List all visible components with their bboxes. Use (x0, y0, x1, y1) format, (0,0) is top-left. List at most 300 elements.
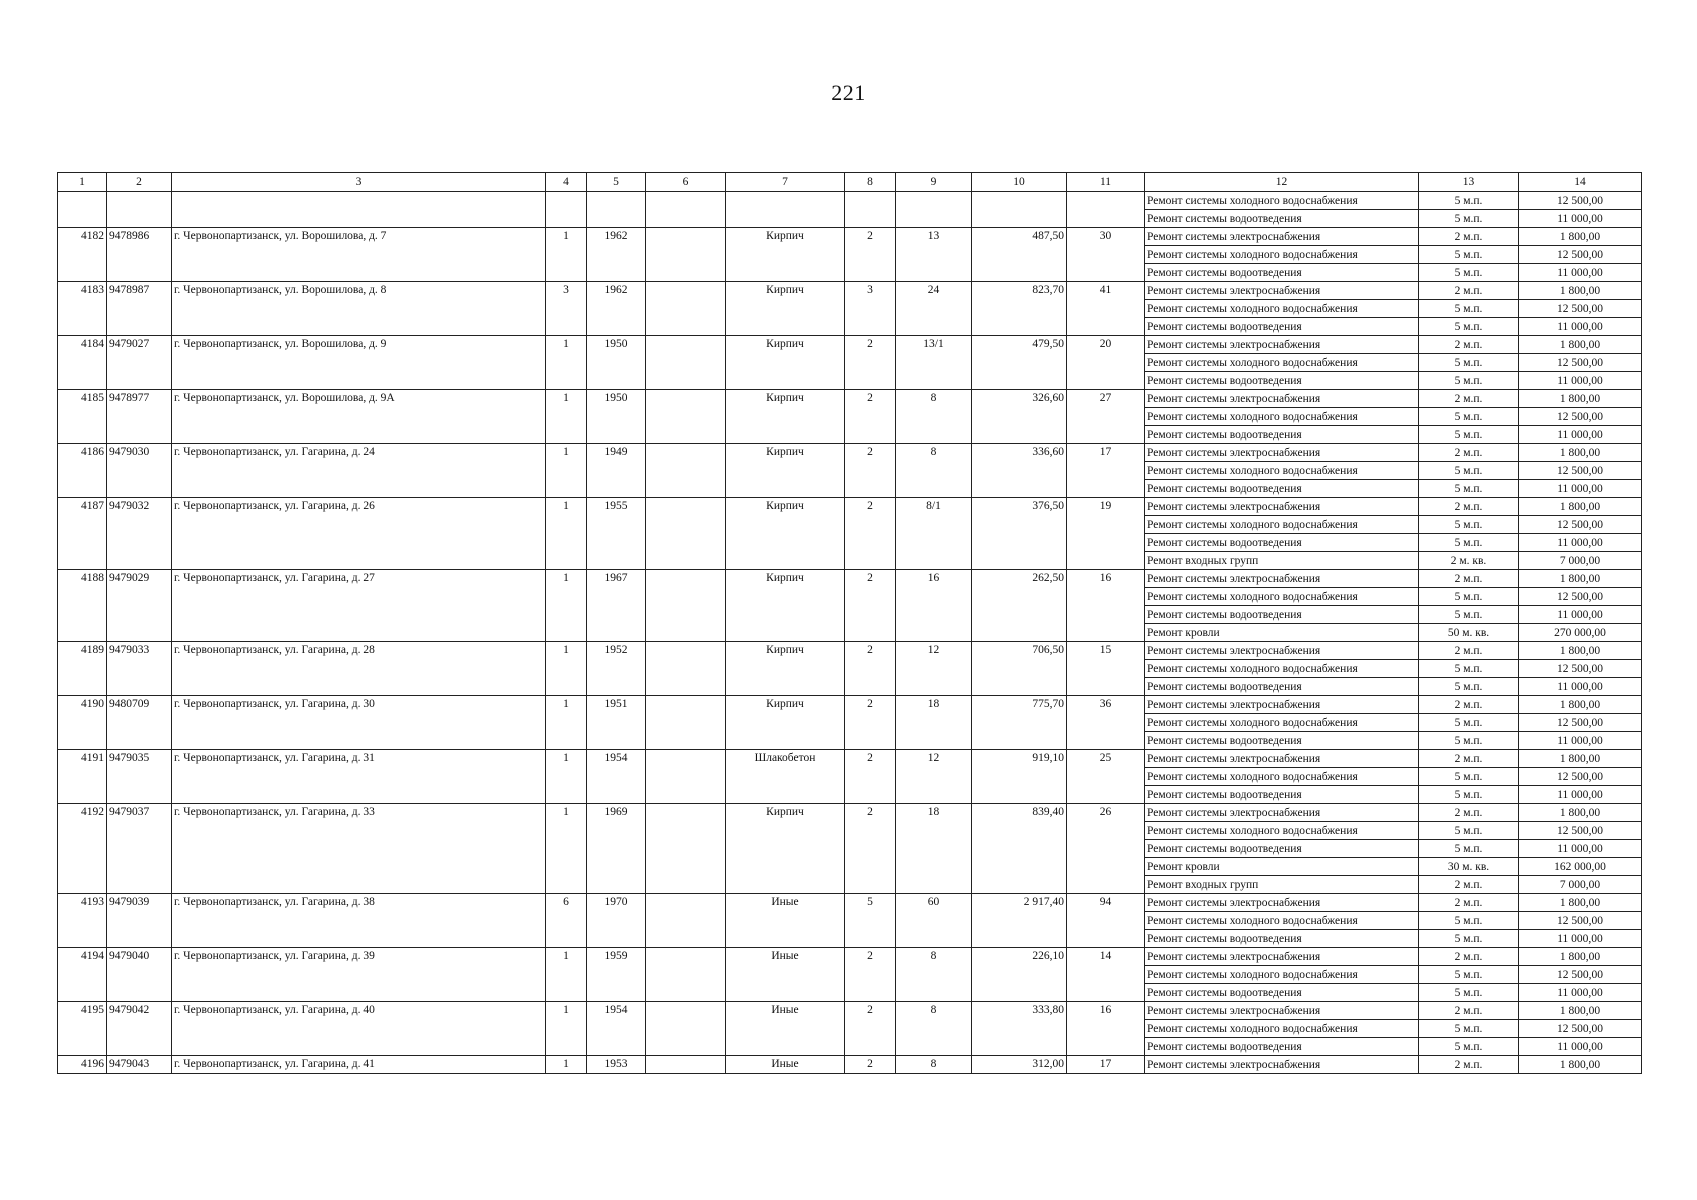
work-quantity: 5 м.п. (1419, 1038, 1519, 1056)
work-cost: 11 000,00 (1519, 786, 1642, 804)
entrances-count: 1 (546, 642, 587, 696)
work-type: Ремонт системы электроснабжения (1145, 498, 1419, 516)
col-number: 8 (845, 173, 896, 192)
floors-count: 5 (845, 894, 896, 948)
wall-material: Кирпич (726, 228, 845, 282)
work-cost: 12 500,00 (1519, 714, 1642, 732)
work-cost: 1 800,00 (1519, 894, 1642, 912)
work-type: Ремонт системы водоотведения (1145, 318, 1419, 336)
building-address (172, 192, 546, 228)
building-address: г. Червонопартизанск, ул. Гагарина, д. 40 (172, 1002, 546, 1056)
table-row (58, 642, 1642, 660)
work-type: Ремонт системы электроснабжения (1145, 894, 1419, 912)
row-index: 4190 (58, 696, 107, 750)
work-type: Ремонт входных групп (1145, 876, 1419, 894)
work-cost: 11 000,00 (1519, 480, 1642, 498)
work-type: Ремонт системы электроснабжения (1145, 948, 1419, 966)
year-built: 1969 (587, 804, 646, 894)
wall-material: Кирпич (726, 696, 845, 750)
year-built: 1959 (587, 948, 646, 1002)
work-type: Ремонт системы холодного водоснабжения (1145, 588, 1419, 606)
table-row (58, 1056, 1642, 1074)
row-index: 4195 (58, 1002, 107, 1056)
building-address: г. Червонопартизанск, ул. Ворошилова, д. 9 (172, 336, 546, 390)
total-area: 775,70 (972, 696, 1067, 750)
wall-material: Иные (726, 1002, 845, 1056)
wall-material: Иные (726, 1056, 845, 1074)
residents-count: 15 (1067, 642, 1145, 696)
work-type: Ремонт кровли (1145, 858, 1419, 876)
residents-count: 16 (1067, 1002, 1145, 1056)
work-cost: 1 800,00 (1519, 282, 1642, 300)
work-quantity: 5 м.п. (1419, 714, 1519, 732)
table-row (58, 570, 1642, 588)
building-address: г. Червонопартизанск, ул. Гагарина, д. 28 (172, 642, 546, 696)
total-area: 336,60 (972, 444, 1067, 498)
year-built: 1962 (587, 228, 646, 282)
apartments-count: 18 (896, 804, 972, 894)
work-cost: 12 500,00 (1519, 192, 1642, 210)
work-quantity: 5 м.п. (1419, 984, 1519, 1002)
work-cost: 12 500,00 (1519, 516, 1642, 534)
work-quantity: 5 м.п. (1419, 408, 1519, 426)
apartments-count: 16 (896, 570, 972, 642)
table-body (58, 173, 1642, 1074)
residents-count: 16 (1067, 570, 1145, 642)
building-id: 9479027 (107, 336, 172, 390)
row-index: 4193 (58, 894, 107, 948)
building-id: 9479040 (107, 948, 172, 1002)
col-6-value (646, 282, 726, 336)
work-quantity: 5 м.п. (1419, 588, 1519, 606)
work-type: Ремонт системы электроснабжения (1145, 390, 1419, 408)
building-id: 9479030 (107, 444, 172, 498)
row-index: 4196 (58, 1056, 107, 1074)
work-quantity: 2 м.п. (1419, 948, 1519, 966)
work-quantity: 2 м.п. (1419, 390, 1519, 408)
entrances-count: 3 (546, 282, 587, 336)
work-type: Ремонт системы холодного водоснабжения (1145, 192, 1419, 210)
residents-count: 41 (1067, 282, 1145, 336)
col-number: 12 (1145, 173, 1419, 192)
floors-count: 2 (845, 336, 896, 390)
work-cost: 1 800,00 (1519, 696, 1642, 714)
apartments-count: 8 (896, 948, 972, 1002)
floors-count: 2 (845, 390, 896, 444)
work-cost: 1 800,00 (1519, 948, 1642, 966)
floors-count: 2 (845, 444, 896, 498)
building-id: 9479032 (107, 498, 172, 570)
work-type: Ремонт системы электроснабжения (1145, 642, 1419, 660)
work-quantity: 50 м. кв. (1419, 624, 1519, 642)
wall-material: Кирпич (726, 642, 845, 696)
building-address: г. Червонопартизанск, ул. Гагарина, д. 27 (172, 570, 546, 642)
row-index: 4184 (58, 336, 107, 390)
work-type: Ремонт системы холодного водоснабжения (1145, 912, 1419, 930)
building-id (107, 192, 172, 228)
work-type: Ремонт системы холодного водоснабжения (1145, 966, 1419, 984)
work-type: Ремонт системы холодного водоснабжения (1145, 462, 1419, 480)
row-index: 4194 (58, 948, 107, 1002)
work-quantity: 5 м.п. (1419, 534, 1519, 552)
work-cost: 162 000,00 (1519, 858, 1642, 876)
work-quantity: 5 м.п. (1419, 246, 1519, 264)
work-quantity: 5 м.п. (1419, 606, 1519, 624)
work-type: Ремонт системы водоотведения (1145, 480, 1419, 498)
work-type: Ремонт системы холодного водоснабжения (1145, 354, 1419, 372)
row-index: 4189 (58, 642, 107, 696)
entrances-count: 1 (546, 804, 587, 894)
entrances-count: 1 (546, 390, 587, 444)
work-cost: 1 800,00 (1519, 1002, 1642, 1020)
year-built (587, 192, 646, 228)
col-number: 3 (172, 173, 546, 192)
work-cost: 11 000,00 (1519, 930, 1642, 948)
work-quantity: 2 м. кв. (1419, 552, 1519, 570)
total-area: 333,80 (972, 1002, 1067, 1056)
entrances-count: 1 (546, 336, 587, 390)
work-cost: 11 000,00 (1519, 426, 1642, 444)
apartments-count: 12 (896, 750, 972, 804)
floors-count: 2 (845, 804, 896, 894)
apartments-count (896, 192, 972, 228)
table-row (58, 282, 1642, 300)
work-type: Ремонт системы водоотведения (1145, 534, 1419, 552)
year-built: 1950 (587, 390, 646, 444)
building-id: 9479035 (107, 750, 172, 804)
work-quantity: 2 м.п. (1419, 1002, 1519, 1020)
work-quantity: 2 м.п. (1419, 876, 1519, 894)
building-address: г. Червонопартизанск, ул. Гагарина, д. 30 (172, 696, 546, 750)
col-number: 14 (1519, 173, 1642, 192)
building-id: 9479033 (107, 642, 172, 696)
wall-material: Кирпич (726, 498, 845, 570)
page-number: 221 (831, 80, 866, 105)
wall-material: Кирпич (726, 804, 845, 894)
work-quantity: 2 м.п. (1419, 804, 1519, 822)
work-type: Ремонт системы водоотведения (1145, 732, 1419, 750)
entrances-count: 1 (546, 444, 587, 498)
work-cost: 7 000,00 (1519, 552, 1642, 570)
work-quantity: 2 м.п. (1419, 1056, 1519, 1074)
work-cost: 12 500,00 (1519, 660, 1642, 678)
col-6-value (646, 444, 726, 498)
work-quantity: 2 м.п. (1419, 498, 1519, 516)
table-row (58, 804, 1642, 822)
residents-count: 30 (1067, 228, 1145, 282)
total-area: 919,10 (972, 750, 1067, 804)
work-cost: 11 000,00 (1519, 318, 1642, 336)
work-quantity: 2 м.п. (1419, 696, 1519, 714)
table-row (58, 444, 1642, 462)
work-cost: 11 000,00 (1519, 264, 1642, 282)
total-area: 262,50 (972, 570, 1067, 642)
residents-count: 17 (1067, 1056, 1145, 1074)
work-cost: 11 000,00 (1519, 840, 1642, 858)
work-quantity: 5 м.п. (1419, 678, 1519, 696)
col-6-value (646, 228, 726, 282)
row-index: 4182 (58, 228, 107, 282)
residents-count: 94 (1067, 894, 1145, 948)
col-number: 5 (587, 173, 646, 192)
total-area (972, 192, 1067, 228)
col-6-value (646, 948, 726, 1002)
work-cost: 7 000,00 (1519, 876, 1642, 894)
building-id: 9479042 (107, 1002, 172, 1056)
year-built: 1951 (587, 696, 646, 750)
work-quantity: 5 м.п. (1419, 1020, 1519, 1038)
work-type: Ремонт системы электроснабжения (1145, 228, 1419, 246)
col-6-value (646, 1002, 726, 1056)
row-index: 4183 (58, 282, 107, 336)
work-quantity: 5 м.п. (1419, 210, 1519, 228)
table-row (58, 750, 1642, 768)
work-type: Ремонт системы холодного водоснабжения (1145, 768, 1419, 786)
building-id: 9480709 (107, 696, 172, 750)
apartments-count: 12 (896, 642, 972, 696)
work-quantity: 2 м.п. (1419, 894, 1519, 912)
work-cost: 270 000,00 (1519, 624, 1642, 642)
work-quantity: 2 м.п. (1419, 282, 1519, 300)
building-address: г. Червонопартизанск, ул. Гагарина, д. 39 (172, 948, 546, 1002)
work-type: Ремонт системы электроснабжения (1145, 1002, 1419, 1020)
col-number: 6 (646, 173, 726, 192)
work-cost: 1 800,00 (1519, 1056, 1642, 1074)
floors-count (845, 192, 896, 228)
floors-count: 2 (845, 642, 896, 696)
floors-count: 2 (845, 750, 896, 804)
table-row (58, 498, 1642, 516)
work-type: Ремонт системы электроснабжения (1145, 570, 1419, 588)
entrances-count: 1 (546, 948, 587, 1002)
work-type: Ремонт системы водоотведения (1145, 210, 1419, 228)
col-6-value (646, 750, 726, 804)
apartments-count: 8/1 (896, 498, 972, 570)
col-number: 4 (546, 173, 587, 192)
work-quantity: 5 м.п. (1419, 192, 1519, 210)
work-cost: 1 800,00 (1519, 228, 1642, 246)
row-index: 4185 (58, 390, 107, 444)
residents-count: 20 (1067, 336, 1145, 390)
year-built: 1954 (587, 750, 646, 804)
work-type: Ремонт системы водоотведения (1145, 786, 1419, 804)
table-row (58, 336, 1642, 354)
apartments-count: 8 (896, 1056, 972, 1074)
year-built: 1949 (587, 444, 646, 498)
residents-count: 19 (1067, 498, 1145, 570)
wall-material: Кирпич (726, 390, 845, 444)
floors-count: 2 (845, 696, 896, 750)
residents-count (1067, 192, 1145, 228)
work-type: Ремонт системы водоотведения (1145, 930, 1419, 948)
entrances-count: 1 (546, 228, 587, 282)
work-type: Ремонт кровли (1145, 624, 1419, 642)
work-quantity: 5 м.п. (1419, 786, 1519, 804)
work-cost: 11 000,00 (1519, 534, 1642, 552)
apartments-count: 8 (896, 1002, 972, 1056)
total-area: 823,70 (972, 282, 1067, 336)
work-cost: 1 800,00 (1519, 750, 1642, 768)
year-built: 1967 (587, 570, 646, 642)
entrances-count: 1 (546, 750, 587, 804)
work-quantity: 5 м.п. (1419, 660, 1519, 678)
apartments-count: 8 (896, 390, 972, 444)
total-area: 706,50 (972, 642, 1067, 696)
building-id: 9479029 (107, 570, 172, 642)
work-quantity: 30 м. кв. (1419, 858, 1519, 876)
work-type: Ремонт системы водоотведения (1145, 1038, 1419, 1056)
work-cost: 11 000,00 (1519, 372, 1642, 390)
col-number: 2 (107, 173, 172, 192)
work-cost: 1 800,00 (1519, 804, 1642, 822)
residents-count: 14 (1067, 948, 1145, 1002)
work-quantity: 5 м.п. (1419, 462, 1519, 480)
residents-count: 26 (1067, 804, 1145, 894)
work-type: Ремонт системы электроснабжения (1145, 1056, 1419, 1074)
work-quantity: 2 м.п. (1419, 444, 1519, 462)
col-6-value (646, 804, 726, 894)
work-type: Ремонт входных групп (1145, 552, 1419, 570)
year-built: 1962 (587, 282, 646, 336)
work-type: Ремонт системы электроснабжения (1145, 282, 1419, 300)
column-number-row (58, 173, 1642, 192)
work-cost: 1 800,00 (1519, 444, 1642, 462)
work-quantity: 5 м.п. (1419, 732, 1519, 750)
wall-material: Кирпич (726, 336, 845, 390)
total-area: 376,50 (972, 498, 1067, 570)
work-type: Ремонт системы водоотведения (1145, 606, 1419, 624)
apartments-count: 13 (896, 228, 972, 282)
work-type: Ремонт системы электроснабжения (1145, 444, 1419, 462)
table-row (58, 696, 1642, 714)
work-type: Ремонт системы водоотведения (1145, 840, 1419, 858)
entrances-count (546, 192, 587, 228)
year-built: 1955 (587, 498, 646, 570)
work-type: Ремонт системы холодного водоснабжения (1145, 516, 1419, 534)
col-6-value (646, 192, 726, 228)
work-type: Ремонт системы электроснабжения (1145, 336, 1419, 354)
apartments-count: 18 (896, 696, 972, 750)
row-index: 4187 (58, 498, 107, 570)
total-area: 479,50 (972, 336, 1067, 390)
work-type: Ремонт системы холодного водоснабжения (1145, 822, 1419, 840)
col-6-value (646, 696, 726, 750)
year-built: 1970 (587, 894, 646, 948)
work-quantity: 5 м.п. (1419, 930, 1519, 948)
work-type: Ремонт системы холодного водоснабжения (1145, 660, 1419, 678)
col-6-value (646, 390, 726, 444)
building-id: 9479043 (107, 1056, 172, 1074)
entrances-count: 1 (546, 570, 587, 642)
work-cost: 11 000,00 (1519, 732, 1642, 750)
work-type: Ремонт системы холодного водоснабжения (1145, 1020, 1419, 1038)
entrances-count: 6 (546, 894, 587, 948)
work-cost: 1 800,00 (1519, 498, 1642, 516)
total-area: 2 917,40 (972, 894, 1067, 948)
col-6-value (646, 894, 726, 948)
col-6-value (646, 642, 726, 696)
wall-material: Кирпич (726, 282, 845, 336)
building-address: г. Червонопартизанск, ул. Гагарина, д. 33 (172, 804, 546, 894)
residents-count: 27 (1067, 390, 1145, 444)
col-6-value (646, 498, 726, 570)
table-row (58, 1002, 1642, 1020)
col-6-value (646, 336, 726, 390)
year-built: 1950 (587, 336, 646, 390)
floors-count: 3 (845, 282, 896, 336)
work-cost: 11 000,00 (1519, 606, 1642, 624)
work-cost: 12 500,00 (1519, 300, 1642, 318)
col-6-value (646, 1056, 726, 1074)
apartments-count: 60 (896, 894, 972, 948)
floors-count: 2 (845, 1056, 896, 1074)
total-area: 226,10 (972, 948, 1067, 1002)
work-type: Ремонт системы холодного водоснабжения (1145, 408, 1419, 426)
work-cost: 1 800,00 (1519, 642, 1642, 660)
floors-count: 2 (845, 498, 896, 570)
row-index: 4186 (58, 444, 107, 498)
work-type: Ремонт системы водоотведения (1145, 678, 1419, 696)
apartments-count: 24 (896, 282, 972, 336)
work-cost: 12 500,00 (1519, 462, 1642, 480)
work-quantity: 5 м.п. (1419, 318, 1519, 336)
residents-count: 25 (1067, 750, 1145, 804)
table-row (58, 192, 1642, 210)
floors-count: 2 (845, 1002, 896, 1056)
work-cost: 11 000,00 (1519, 678, 1642, 696)
building-id: 9479039 (107, 894, 172, 948)
floors-count: 2 (845, 228, 896, 282)
row-index: 4192 (58, 804, 107, 894)
building-address: г. Червонопартизанск, ул. Ворошилова, д. 9А (172, 390, 546, 444)
col-number: 13 (1419, 173, 1519, 192)
total-area: 487,50 (972, 228, 1067, 282)
apartments-count: 13/1 (896, 336, 972, 390)
year-built: 1954 (587, 1002, 646, 1056)
building-address: г. Червонопартизанск, ул. Ворошилова, д. 7 (172, 228, 546, 282)
work-quantity: 2 м.п. (1419, 336, 1519, 354)
table-row (58, 894, 1642, 912)
work-type: Ремонт системы водоотведения (1145, 264, 1419, 282)
work-quantity: 5 м.п. (1419, 516, 1519, 534)
work-quantity: 2 м.п. (1419, 570, 1519, 588)
year-built: 1952 (587, 642, 646, 696)
table-row (58, 390, 1642, 408)
building-id: 9478977 (107, 390, 172, 444)
work-type: Ремонт системы электроснабжения (1145, 804, 1419, 822)
work-type: Ремонт системы электроснабжения (1145, 696, 1419, 714)
total-area: 326,60 (972, 390, 1067, 444)
work-quantity: 5 м.п. (1419, 966, 1519, 984)
wall-material: Шлакобетон (726, 750, 845, 804)
work-cost: 1 800,00 (1519, 390, 1642, 408)
work-cost: 11 000,00 (1519, 1038, 1642, 1056)
work-quantity: 5 м.п. (1419, 822, 1519, 840)
work-cost: 12 500,00 (1519, 966, 1642, 984)
work-quantity: 2 м.п. (1419, 228, 1519, 246)
work-quantity: 5 м.п. (1419, 354, 1519, 372)
work-cost: 1 800,00 (1519, 336, 1642, 354)
residents-count: 17 (1067, 444, 1145, 498)
table-row (58, 948, 1642, 966)
apartments-count: 8 (896, 444, 972, 498)
col-number: 11 (1067, 173, 1145, 192)
wall-material: Кирпич (726, 444, 845, 498)
building-address: г. Червонопартизанск, ул. Гагарина, д. 24 (172, 444, 546, 498)
entrances-count: 1 (546, 1056, 587, 1074)
work-cost: 12 500,00 (1519, 246, 1642, 264)
row-index: 4188 (58, 570, 107, 642)
